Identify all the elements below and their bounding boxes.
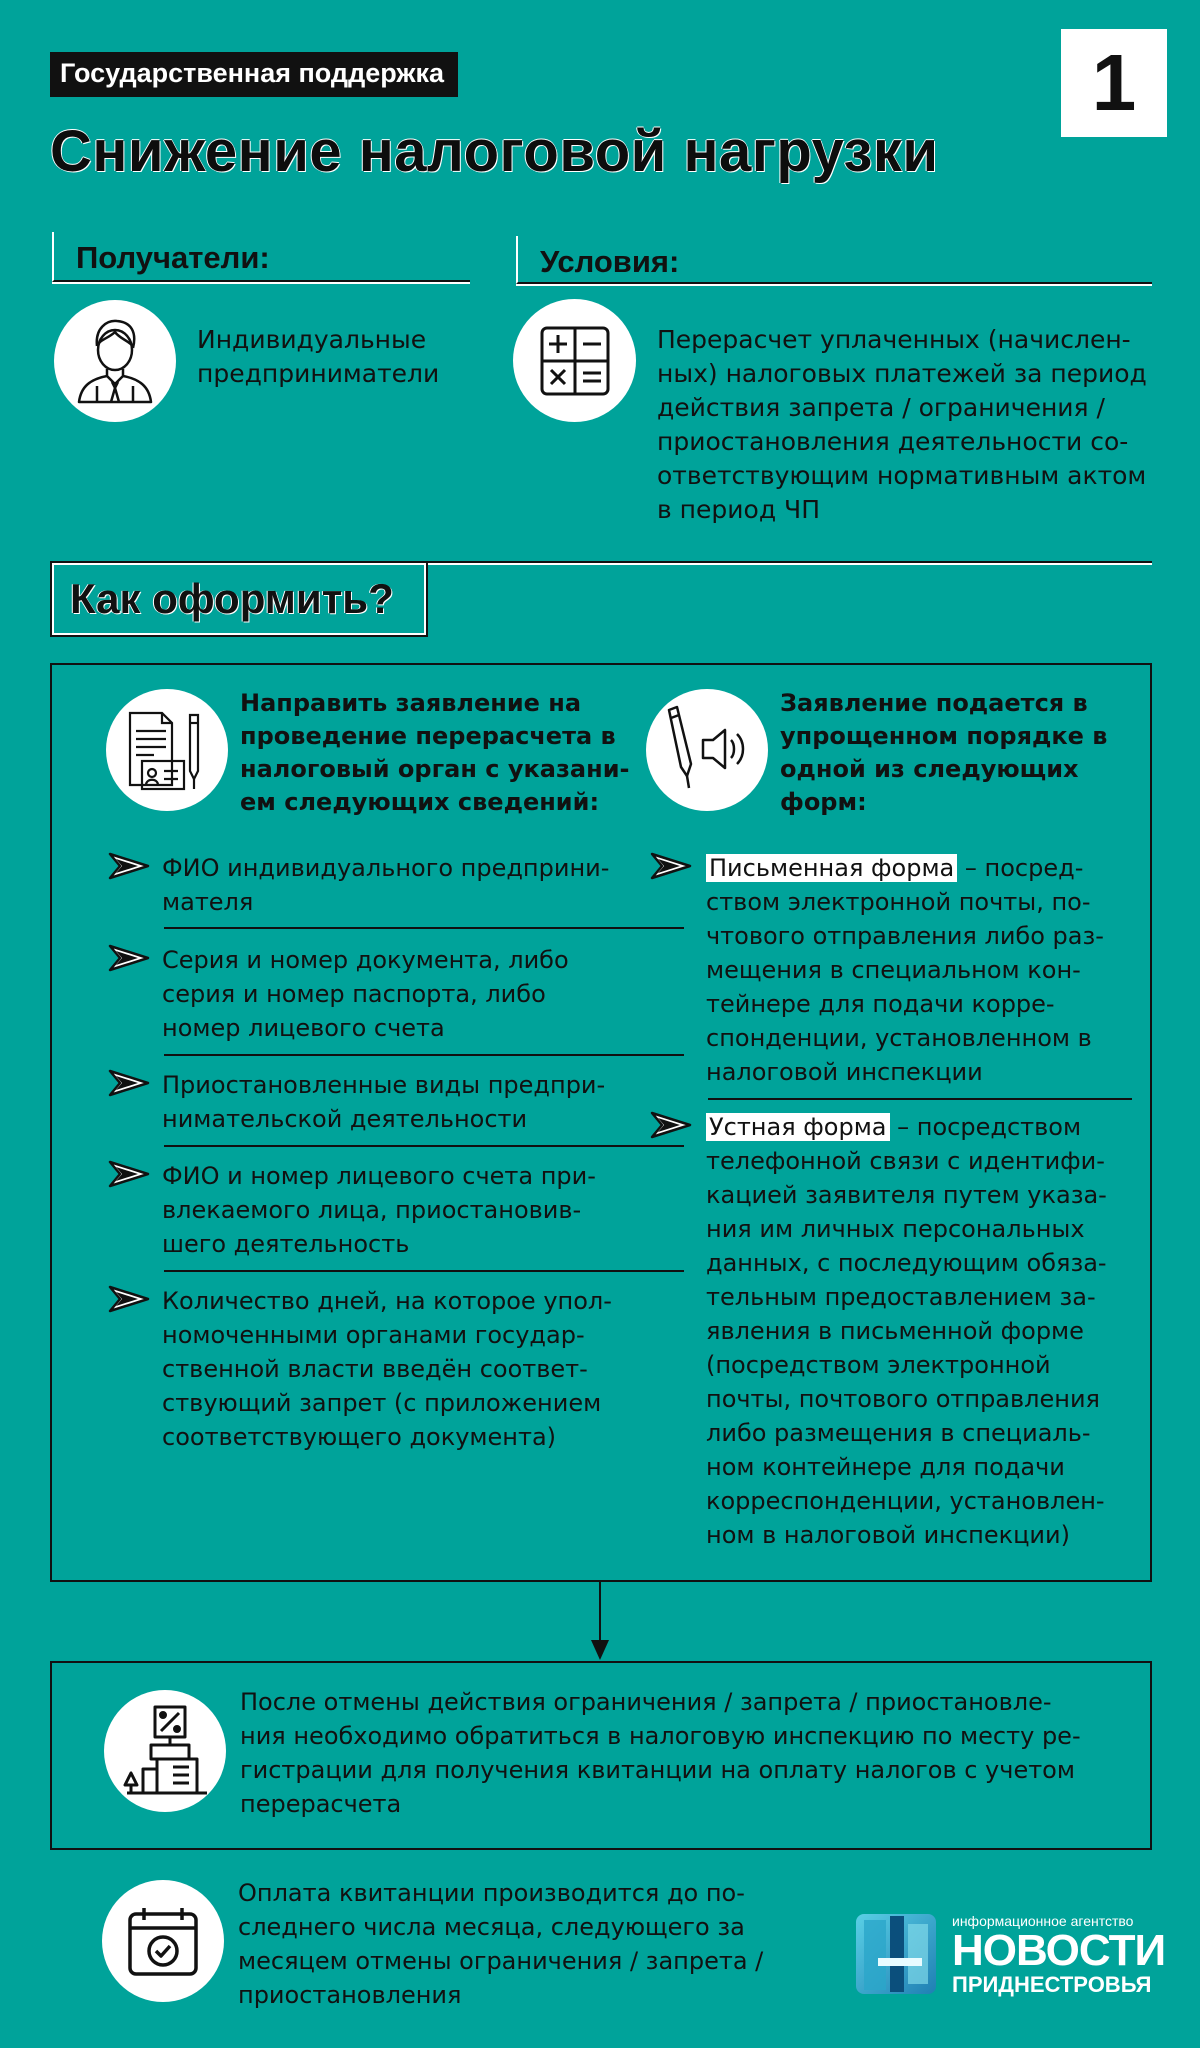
list-item-line: – посред-: [957, 854, 1084, 882]
arrow-bullet-icon: [108, 1159, 150, 1189]
list-item-line: тейнере для подачи корре-: [706, 990, 1055, 1018]
left-heading: [240, 687, 629, 819]
list-item-line: Количество дней, на которое упол-: [162, 1287, 612, 1315]
conditions-text: [657, 323, 1147, 527]
list-item-line: – посредством: [889, 1113, 1082, 1141]
conditions-line: ных) налоговых платежей за период: [657, 359, 1147, 388]
list-item-line: серия и номер паспорта, либо: [162, 980, 546, 1008]
left-heading-line: налоговый орган с указани-: [240, 755, 630, 783]
list-item-line: мателя: [162, 888, 254, 916]
list-item-line: нимательской деятельности: [162, 1105, 528, 1133]
list-item-line: данных, с последующим обяза-: [706, 1249, 1107, 1277]
after-text-line: перерасчета: [240, 1790, 402, 1818]
pen-speaker-icon: [646, 689, 768, 811]
arrow-bullet-icon: [108, 851, 150, 881]
conditions-line: в период ЧП: [657, 495, 820, 524]
logo-big-text: НОВОСТИ: [952, 1926, 1166, 1975]
list-item-line: либо размещения в специаль-: [706, 1419, 1091, 1447]
businessman-icon: [54, 300, 176, 422]
item-separator: [164, 1270, 684, 1272]
list-item-line: спонденции, установленном в: [706, 1024, 1092, 1052]
list-item-line: явления в письменной форме: [706, 1317, 1084, 1345]
payment-text-line: Оплата квитанции производится до по-: [238, 1879, 745, 1907]
list-item-line: ФИО и номер лицевого счета при-: [162, 1162, 596, 1190]
right-heading-line: одной из следующих: [780, 755, 1079, 783]
after-box: [50, 1661, 1152, 1850]
list-item: [162, 851, 609, 919]
list-item-line: номер лицевого счета: [162, 1014, 445, 1042]
how-to-heading: Как оформить?: [50, 561, 428, 637]
right-heading-line: Заявление подается в: [780, 689, 1088, 717]
oral-form-label: Устная форма: [706, 1113, 890, 1141]
item-separator: [708, 1098, 1132, 1100]
conditions-line: Перерасчет уплаченных (начислен-: [657, 325, 1131, 354]
list-item: [162, 1284, 612, 1454]
item-separator: [164, 1145, 684, 1147]
list-item-line: ФИО индивидуального предприни-: [162, 854, 610, 882]
list-item-line: номоченными органами государ-: [162, 1321, 585, 1349]
after-text-line: ния необходимо обратиться в налоговую инспекцию по месту ре-: [240, 1722, 1081, 1750]
payment-text: [238, 1876, 763, 2012]
oral-form-item: [706, 1110, 1107, 1552]
list-item-line: ном контейнере для подачи: [706, 1453, 1065, 1481]
recipients-line: Индивидуальные: [197, 325, 427, 354]
right-heading-line: упрощенном порядке в: [780, 722, 1108, 750]
list-item-line: (посредством электронной: [706, 1351, 1051, 1379]
arrow-bullet-icon: [650, 1110, 692, 1140]
category-tag: Государственная поддержка: [50, 52, 458, 97]
list-item-line: соответствующего документа): [162, 1423, 557, 1451]
list-item-line: Серия и номер документа, либо: [162, 946, 569, 974]
list-item-line: Приостановленные виды предпри-: [162, 1071, 606, 1099]
conditions-line: приостановления деятельности со-: [657, 427, 1129, 456]
recipients-text: [197, 323, 439, 391]
how-to-box: [50, 663, 1152, 1582]
conditions-heading: Условия:: [516, 236, 1152, 284]
list-item-line: телефонной связи с идентифи-: [706, 1147, 1105, 1175]
list-item-line: шего деятельность: [162, 1230, 410, 1258]
list-item-line: кацией заявителя путем указа-: [706, 1181, 1107, 1209]
arrow-bullet-icon: [108, 1068, 150, 1098]
written-form-item: [706, 851, 1104, 1089]
list-item-line: ствующий запрет (с приложением: [162, 1389, 602, 1417]
list-item: [162, 1068, 605, 1136]
after-text-line: гистрации для получения квитанции на оплату налогов с учетом: [240, 1756, 1075, 1784]
news-agency-logo-icon: [856, 1914, 936, 1994]
item-separator: [164, 1054, 684, 1056]
conditions-line: ответствующим нормативным актом: [657, 461, 1147, 490]
list-item-line: мещения в специальном кон-: [706, 956, 1081, 984]
list-item-line: корреспонденции, установлен-: [706, 1487, 1105, 1515]
left-heading-line: ем следующих сведений:: [240, 788, 600, 816]
left-heading-line: проведение перерасчета в: [240, 722, 616, 750]
document-pen-icon: [106, 689, 228, 811]
logo-small-text: информационное агентство: [952, 1913, 1134, 1929]
list-item-line: почты, почтового отправления: [706, 1385, 1100, 1413]
payment-text-line: следнего числа месяца, следующего за: [238, 1913, 745, 1941]
arrow-bullet-icon: [650, 851, 692, 881]
page-title: Снижение налоговой нагрузки: [50, 119, 939, 184]
calculator-icon: [513, 299, 636, 422]
list-item-line: тельным предоставлением за-: [706, 1283, 1096, 1311]
arrow-bullet-icon: [108, 1284, 150, 1314]
arrow-down-icon: [588, 1582, 612, 1662]
list-item-line: ственной власти введён соответ-: [162, 1355, 588, 1383]
list-item-line: ством электронной почты, по-: [706, 888, 1091, 916]
arrow-bullet-icon: [108, 943, 150, 973]
payment-text-line: приостановления: [238, 1981, 462, 2009]
logo-sub-text: ПРИДНЕСТРОВЬЯ: [952, 1972, 1152, 1997]
right-heading: [780, 687, 1107, 819]
section-divider: [428, 561, 1152, 563]
list-item-line: ном в налоговой инспекции): [706, 1521, 1070, 1549]
right-heading-line: форм:: [780, 788, 867, 816]
recipients-line: предприниматели: [197, 359, 440, 388]
list-item-line: чтового отправления либо раз-: [706, 922, 1104, 950]
payment-text-line: месяцем отмены ограничения / запрета /: [238, 1947, 764, 1975]
list-item-line: налоговой инспекции: [706, 1058, 983, 1086]
written-form-label: Письменная форма: [706, 854, 957, 882]
conditions-line: действия запрета / ограничения /: [657, 393, 1105, 422]
page-number: 1: [1061, 29, 1167, 137]
list-item: [162, 943, 569, 1045]
after-text: [240, 1685, 1081, 1821]
list-item-line: влекаемого лица, приостановив-: [162, 1196, 582, 1224]
after-text-line: После отмены действия ограничения / запрета / приостановле-: [240, 1688, 1052, 1716]
left-heading-line: Направить заявление на: [240, 689, 582, 717]
calendar-check-icon: [102, 1880, 224, 2002]
news-agency-logo: [952, 1913, 1165, 1997]
list-item: [162, 1159, 596, 1261]
tax-office-building-icon: [104, 1690, 226, 1812]
list-item-line: ния им личных персональных: [706, 1215, 1085, 1243]
item-separator: [164, 927, 684, 929]
recipients-heading: Получатели:: [52, 232, 470, 282]
